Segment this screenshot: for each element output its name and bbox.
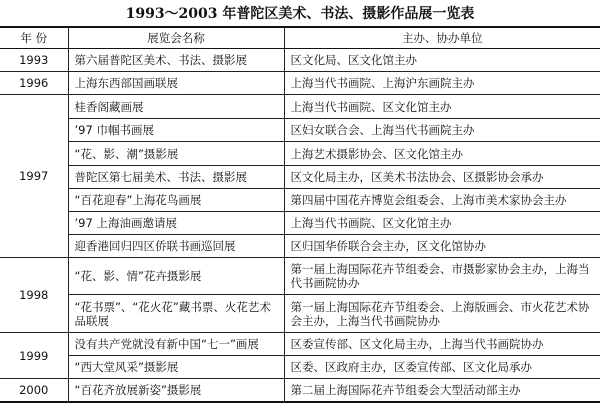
organizers-cell: 第二届上海国际花卉节组委会大型活动部主办 — [284, 379, 600, 402]
organizers-cell: 上海当代书画院、上海沪东画院主办 — [284, 72, 600, 95]
table-title: 1993～2003 年普陀区美术、书法、摄影作品展一览表 — [125, 6, 475, 22]
exhibition-name-cell: “花、影、潮”摄影展 — [68, 142, 284, 166]
year-cell: 2000 — [0, 379, 68, 402]
exhibition-name-cell: 桂香阁藏画展 — [68, 95, 284, 119]
table-row — [0, 235, 600, 258]
header-exhibition-name: 展览会名称 — [68, 27, 284, 49]
header-year: 年 份 — [0, 27, 68, 49]
table-row — [0, 379, 600, 402]
organizers-cell: 第一届上海国际花卉节组委会、上海版画会、市火花艺术协会主办，上海当代书画院协办 — [284, 295, 600, 333]
organizers-cell: 上海当代书画院、区文化馆主办 — [284, 95, 600, 119]
exhibition-name-cell: 上海东西部国画联展 — [68, 72, 284, 95]
organizers-cell: 区妇女联合会、上海当代书画院主办 — [284, 119, 600, 142]
table-row — [0, 295, 600, 333]
table-row — [0, 142, 600, 166]
organizers-cell: 区文化局主办，区美术书法协会、区摄影协会承办 — [284, 166, 600, 189]
exhibition-name-cell: “花书票”、“花火花”藏书票、火花艺术品联展 — [68, 295, 284, 333]
table-row — [0, 333, 600, 356]
exhibition-name-cell: “百花齐放展新姿”摄影展 — [68, 379, 284, 402]
organizers-cell: 上海艺术摄影协会、区文化馆主办 — [284, 142, 600, 166]
table-row — [0, 72, 600, 95]
exhibition-name-cell: ’97 巾帼书画展 — [68, 119, 284, 142]
table-row — [0, 166, 600, 189]
table-row — [0, 49, 600, 72]
organizers-cell: 区归国华侨联合会主办，区文化馆协办 — [284, 235, 600, 258]
table-header-row — [0, 27, 600, 49]
organizers-cell: 区委宣传部、区文化局主办，上海当代书画院协办 — [284, 333, 600, 356]
exhibition-name-cell: 普陀区第七届美术、书法、摄影展 — [68, 166, 284, 189]
organizers-cell: 第四届中国花卉博览会组委会、上海市美术家协会主办 — [284, 189, 600, 212]
table-row — [0, 189, 600, 212]
exhibition-name-cell: ’97 上海油画邀请展 — [68, 212, 284, 235]
table-row — [0, 119, 600, 142]
header-organizers: 主办、协办单位 — [284, 27, 600, 49]
exhibition-name-cell: “百花迎春”上海花鸟画展 — [68, 189, 284, 212]
year-cell: 1999 — [0, 333, 68, 379]
exhibition-name-cell: “西大堂风采”摄影展 — [68, 356, 284, 379]
year-cell: 1993 — [0, 49, 68, 72]
exhibition-name-cell: “花、影、情”花卉摄影展 — [68, 258, 284, 295]
table-row — [0, 212, 600, 235]
organizers-cell: 上海当代书画院、区文化馆主办 — [284, 212, 600, 235]
exhibition-name-cell: 没有共产党就没有新中国“七一”画展 — [68, 333, 284, 356]
table-row — [0, 356, 600, 379]
table-row — [0, 258, 600, 295]
exhibition-name-cell: 第六届普陀区美术、书法、摄影展 — [68, 49, 284, 72]
exhibition-name-cell: 迎香港回归四区侨联书画巡回展 — [68, 235, 284, 258]
year-cell: 1996 — [0, 72, 68, 95]
year-cell: 1998 — [0, 258, 68, 333]
year-cell: 1997 — [0, 95, 68, 258]
organizers-cell: 第一届上海国际花卉节组委会、市摄影家协会主办，上海当代书画院协办 — [284, 258, 600, 295]
exhibition-table — [0, 26, 600, 403]
table-row — [0, 95, 600, 119]
organizers-cell: 区文化局、区文化馆主办 — [284, 49, 600, 72]
organizers-cell: 区委、区政府主办，区委宣传部、区文化局承办 — [284, 356, 600, 379]
